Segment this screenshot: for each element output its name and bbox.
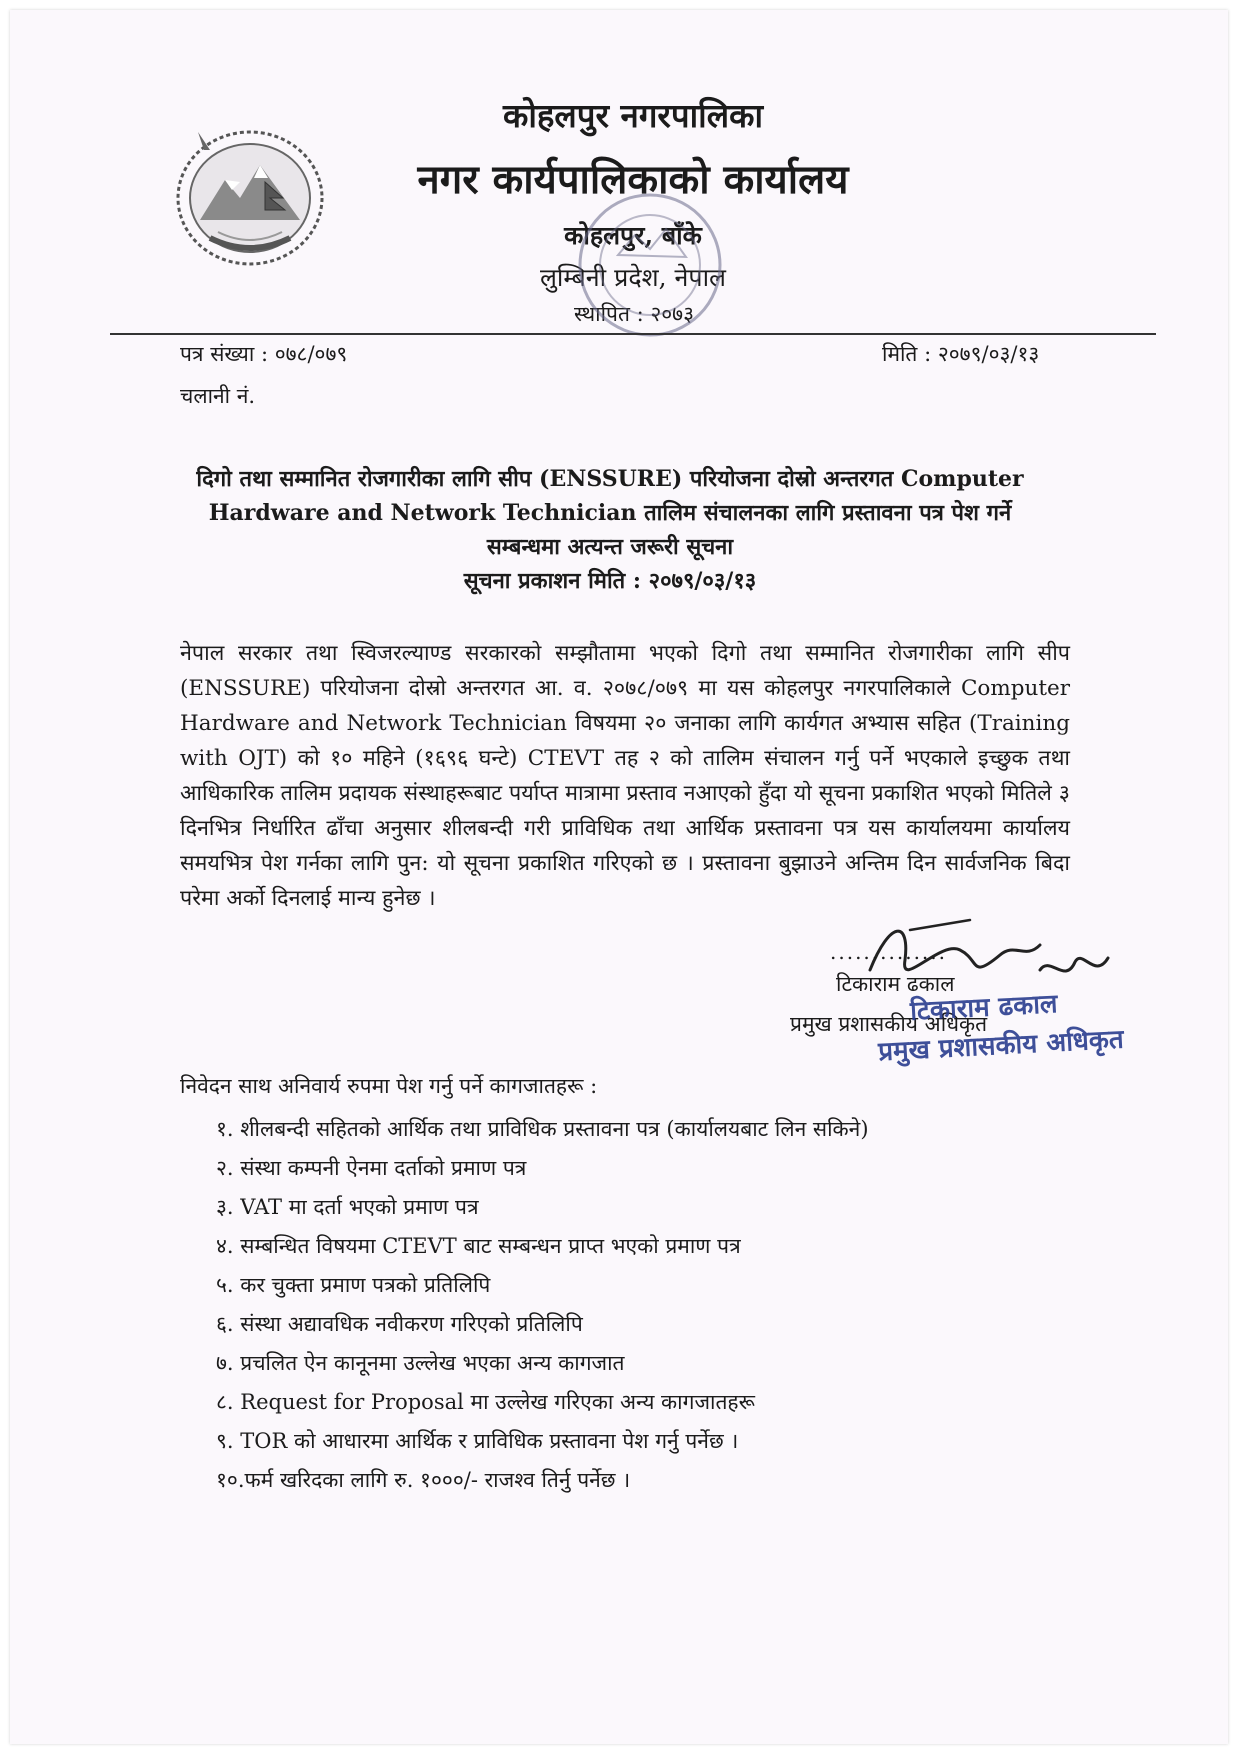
- signatory-name: टिकाराम ढकाल: [836, 972, 955, 996]
- signature-dots: ..............: [830, 940, 948, 964]
- office-established: स्थापित : २०७३: [573, 302, 695, 326]
- documents-heading: निवेदन साथ अनिवार्य रुपमा पेश गर्नु पर्ने कागजातहरू :: [180, 1074, 598, 1098]
- letter-date: मिति : २०७९/०३/१३: [882, 342, 1040, 366]
- list-item: २. संस्था कम्पनी ऐनमा दर्ताको प्रमाण पत्र: [216, 1156, 527, 1180]
- list-item: १. शीलबन्दी सहितको आर्थिक तथा प्राविधिक प्रस्तावना पत्र (कार्यालयबाट लिन सकिने): [216, 1117, 869, 1141]
- list-item: ५. कर चुक्ता प्रमाण पत्रको प्रतिलिपि: [216, 1273, 491, 1297]
- subject-line: Hardware and Network Technician तालिम संचालनका लागि प्रस्तावना पत्र पेश गर्ने: [208, 500, 1012, 526]
- required-documents-list: [216, 1110, 1116, 1500]
- notice-subject: [160, 462, 1060, 598]
- list-item: ६. संस्था अद्यावधिक नवीकरण गरिएको प्रतिलिपि: [216, 1312, 583, 1336]
- list-item: ३. VAT मा दर्ता भएको प्रमाण पत्र: [216, 1195, 479, 1219]
- list-item: ९. TOR को आधारमा आर्थिक र प्राविधिक प्रस्तावना पेश गर्नु पर्नेछ ।: [216, 1429, 739, 1453]
- list-item: ७. प्रचलित ऐन कानूनमा उल्लेख भएका अन्य कागजात: [216, 1351, 625, 1375]
- dispatch-number: चलानी नं.: [180, 384, 256, 408]
- list-item: १०.फर्म खरिदका लागि रु. १०००/- राजश्व तिर्नु पर्नेछ ।: [216, 1468, 631, 1492]
- publication-date: सूचना प्रकाशन मिति : २०७९/०३/१३: [463, 568, 757, 594]
- name-stamp: टिकाराम ढकाल: [909, 989, 1059, 1027]
- office-name: नगर कार्यपालिकाको कार्यालय: [417, 156, 849, 203]
- title-stamp: प्रमुख प्रशासकीय अधिकृत: [877, 1024, 1125, 1068]
- letter-page: [10, 10, 1228, 1744]
- signatory-title: प्रमुख प्रशासकीय अधिकृत: [790, 1012, 988, 1036]
- header-divider: [110, 333, 1156, 335]
- office-address: कोहलपुर, बाँके: [564, 221, 702, 250]
- notice-body: नेपाल सरकार तथा स्विजरल्याण्ड सरकारको सम्झौतामा भएको दिगो तथा सम्मानित रोजगारीका लागि सीप (ENSSURE) परियोजना दोस्रो अन्तरगत आ. व. २०७८/०७९ मा यस कोहलपुर नगरपालिकाले Computer Hardware and Network Technician विषयमा २० जनाका लागि कार्यगत अभ्यास सहित (Training with OJT) को १० महिने (१६९६ घन्टे) CTEVT तह २ को तालिम संचालन गर्नु पर्ने भएकाले इच्छुक तथा आधिकारिक तालिम प्रदायक संस्थाहरूबाट पर्याप्त मात्रामा प्रस्ताव नआएको हुँदा यो सूचना प्रकाशित भएको मितिले ३ दिनभित्र निर्धारित ढाँचा अनुसार शीलबन्दी गरी प्राविधिक तथा आर्थिक प्रस्तावना पत्र यस कार्यालयमा कार्यालय समयभित्र पेश गर्नका लागि पुन: यो सूचना प्रकाशित गरिएको छ । प्रस्तावना बुझाउने अन्तिम दिन सार्वजनिक बिदा परेमा अर्को दिनलाई मान्य हुनेछ ।: [180, 641, 1070, 911]
- reference-number: पत्र संख्या : ०७८/०७९: [180, 342, 348, 366]
- list-item: ८. Request for Proposal मा उल्लेख गरिएका अन्य कागजातहरू: [216, 1390, 755, 1414]
- office-province: लुम्बिनी प्रदेश, नेपाल: [539, 263, 727, 292]
- municipality-name: कोहलपुर नगरपालिका: [502, 96, 763, 135]
- subject-line: सम्बन्धमा अत्यन्त जरूरी सूचना: [486, 534, 734, 560]
- subject-line: दिगो तथा सम्मानित रोजगारीका लागि सीप (ENSSURE) परियोजना दोस्रो अन्तरगत Computer: [196, 466, 1024, 492]
- office-stamp-icon: [570, 185, 730, 345]
- list-item: ४. सम्बन्धित विषयमा CTEVT बाट सम्बन्धन प्राप्त भएको प्रमाण पत्र: [216, 1234, 741, 1258]
